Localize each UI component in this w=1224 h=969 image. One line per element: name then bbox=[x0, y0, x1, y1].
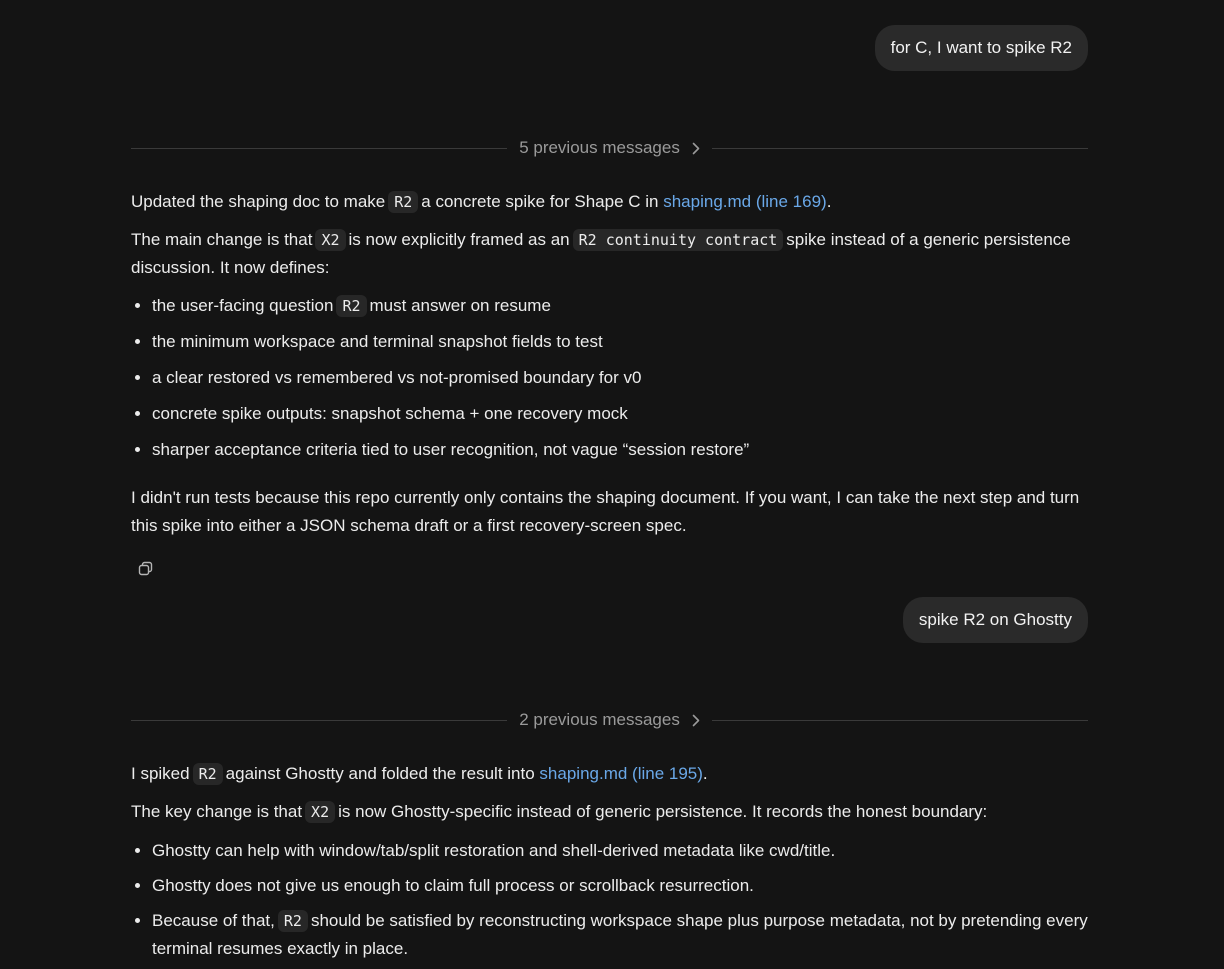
list-item bbox=[152, 907, 1088, 963]
chevron-right-icon bbox=[692, 714, 700, 727]
user-message-text: spike R2 on Ghostty bbox=[918, 610, 1072, 629]
text: spike instead of a generic persistence discussion. It now defines: bbox=[131, 230, 1071, 277]
inline-code: R2 bbox=[278, 910, 308, 932]
file-link[interactable]: shaping.md (line 195) bbox=[539, 764, 703, 783]
copy-button[interactable] bbox=[137, 559, 155, 577]
text: . bbox=[826, 192, 832, 211]
copy-icon bbox=[137, 560, 155, 578]
previous-messages-divider bbox=[131, 134, 1088, 162]
list-item: • concrete spike outputs: snapshot schema + one recovery mock bbox=[152, 400, 1088, 428]
paragraph bbox=[131, 226, 1088, 282]
divider-line bbox=[131, 148, 507, 149]
expand-previous-messages-button[interactable] bbox=[507, 706, 712, 734]
list-item: • Ghostty does not give us enough to claim full process or scrollback resurrection. bbox=[152, 872, 1088, 900]
inline-code: R2 bbox=[193, 763, 223, 785]
bullet-list bbox=[131, 837, 1088, 963]
divider-line bbox=[131, 720, 507, 721]
text: against Ghostty and folded the result into bbox=[225, 764, 535, 783]
text: . bbox=[702, 764, 708, 783]
inline-code: R2 continuity contract bbox=[573, 229, 784, 251]
divider-line bbox=[712, 148, 1088, 149]
text: a concrete spike for Shape C in bbox=[421, 192, 659, 211]
text: should be satisfied by reconstructing workspace shape plus purpose metadata, not by pretending every terminal resumes exactly in place. bbox=[152, 911, 1088, 958]
text: The main change is that bbox=[131, 230, 313, 249]
user-message-text: for C, I want to spike R2 bbox=[890, 38, 1072, 57]
list-item: • Ghostty can help with window/tab/split restoration and shell-derived metadata like cwd/title. bbox=[152, 837, 1088, 865]
previous-messages-label: 5 previous messages bbox=[519, 138, 680, 157]
assistant-message bbox=[131, 188, 1088, 540]
text: must answer on resume bbox=[369, 296, 551, 315]
paragraph bbox=[131, 760, 1088, 788]
inline-code: X2 bbox=[315, 229, 345, 251]
divider-line bbox=[712, 720, 1088, 721]
text: Updated the shaping doc to make bbox=[131, 192, 386, 211]
paragraph bbox=[131, 798, 1088, 826]
inline-code: R2 bbox=[336, 295, 366, 317]
inline-code: R2 bbox=[388, 191, 418, 213]
user-message bbox=[903, 597, 1088, 643]
user-message bbox=[875, 25, 1088, 71]
paragraph: I didn't run tests because this repo currently only contains the shaping document. If you want, I can take the next step and turn this spike into either a JSON schema draft or a first recovery-screen spec. bbox=[131, 488, 1080, 535]
list-item: • sharper acceptance criteria tied to user recognition, not vague “session restore” bbox=[152, 436, 1088, 464]
assistant-message bbox=[131, 760, 1088, 963]
text: the user-facing question bbox=[152, 296, 334, 315]
list-item: • the minimum workspace and terminal snapshot fields to test bbox=[152, 328, 1088, 356]
text: is now explicitly framed as an bbox=[348, 230, 570, 249]
previous-messages-divider bbox=[131, 706, 1088, 734]
list-item: • a clear restored vs remembered vs not-promised boundary for v0 bbox=[152, 364, 1088, 392]
bullet-list bbox=[131, 292, 1088, 464]
file-link[interactable]: shaping.md (line 169) bbox=[663, 192, 827, 211]
text: is now Ghostty-specific instead of generic persistence. It records the honest boundary: bbox=[338, 802, 988, 821]
text: Because of that, bbox=[152, 911, 275, 930]
text: I spiked bbox=[131, 764, 190, 783]
inline-code: X2 bbox=[305, 801, 335, 823]
expand-previous-messages-button[interactable] bbox=[507, 134, 712, 162]
previous-messages-label: 2 previous messages bbox=[519, 710, 680, 729]
paragraph bbox=[131, 188, 1088, 216]
list-item bbox=[152, 292, 1088, 320]
chevron-right-icon bbox=[692, 142, 700, 155]
text: The key change is that bbox=[131, 802, 303, 821]
